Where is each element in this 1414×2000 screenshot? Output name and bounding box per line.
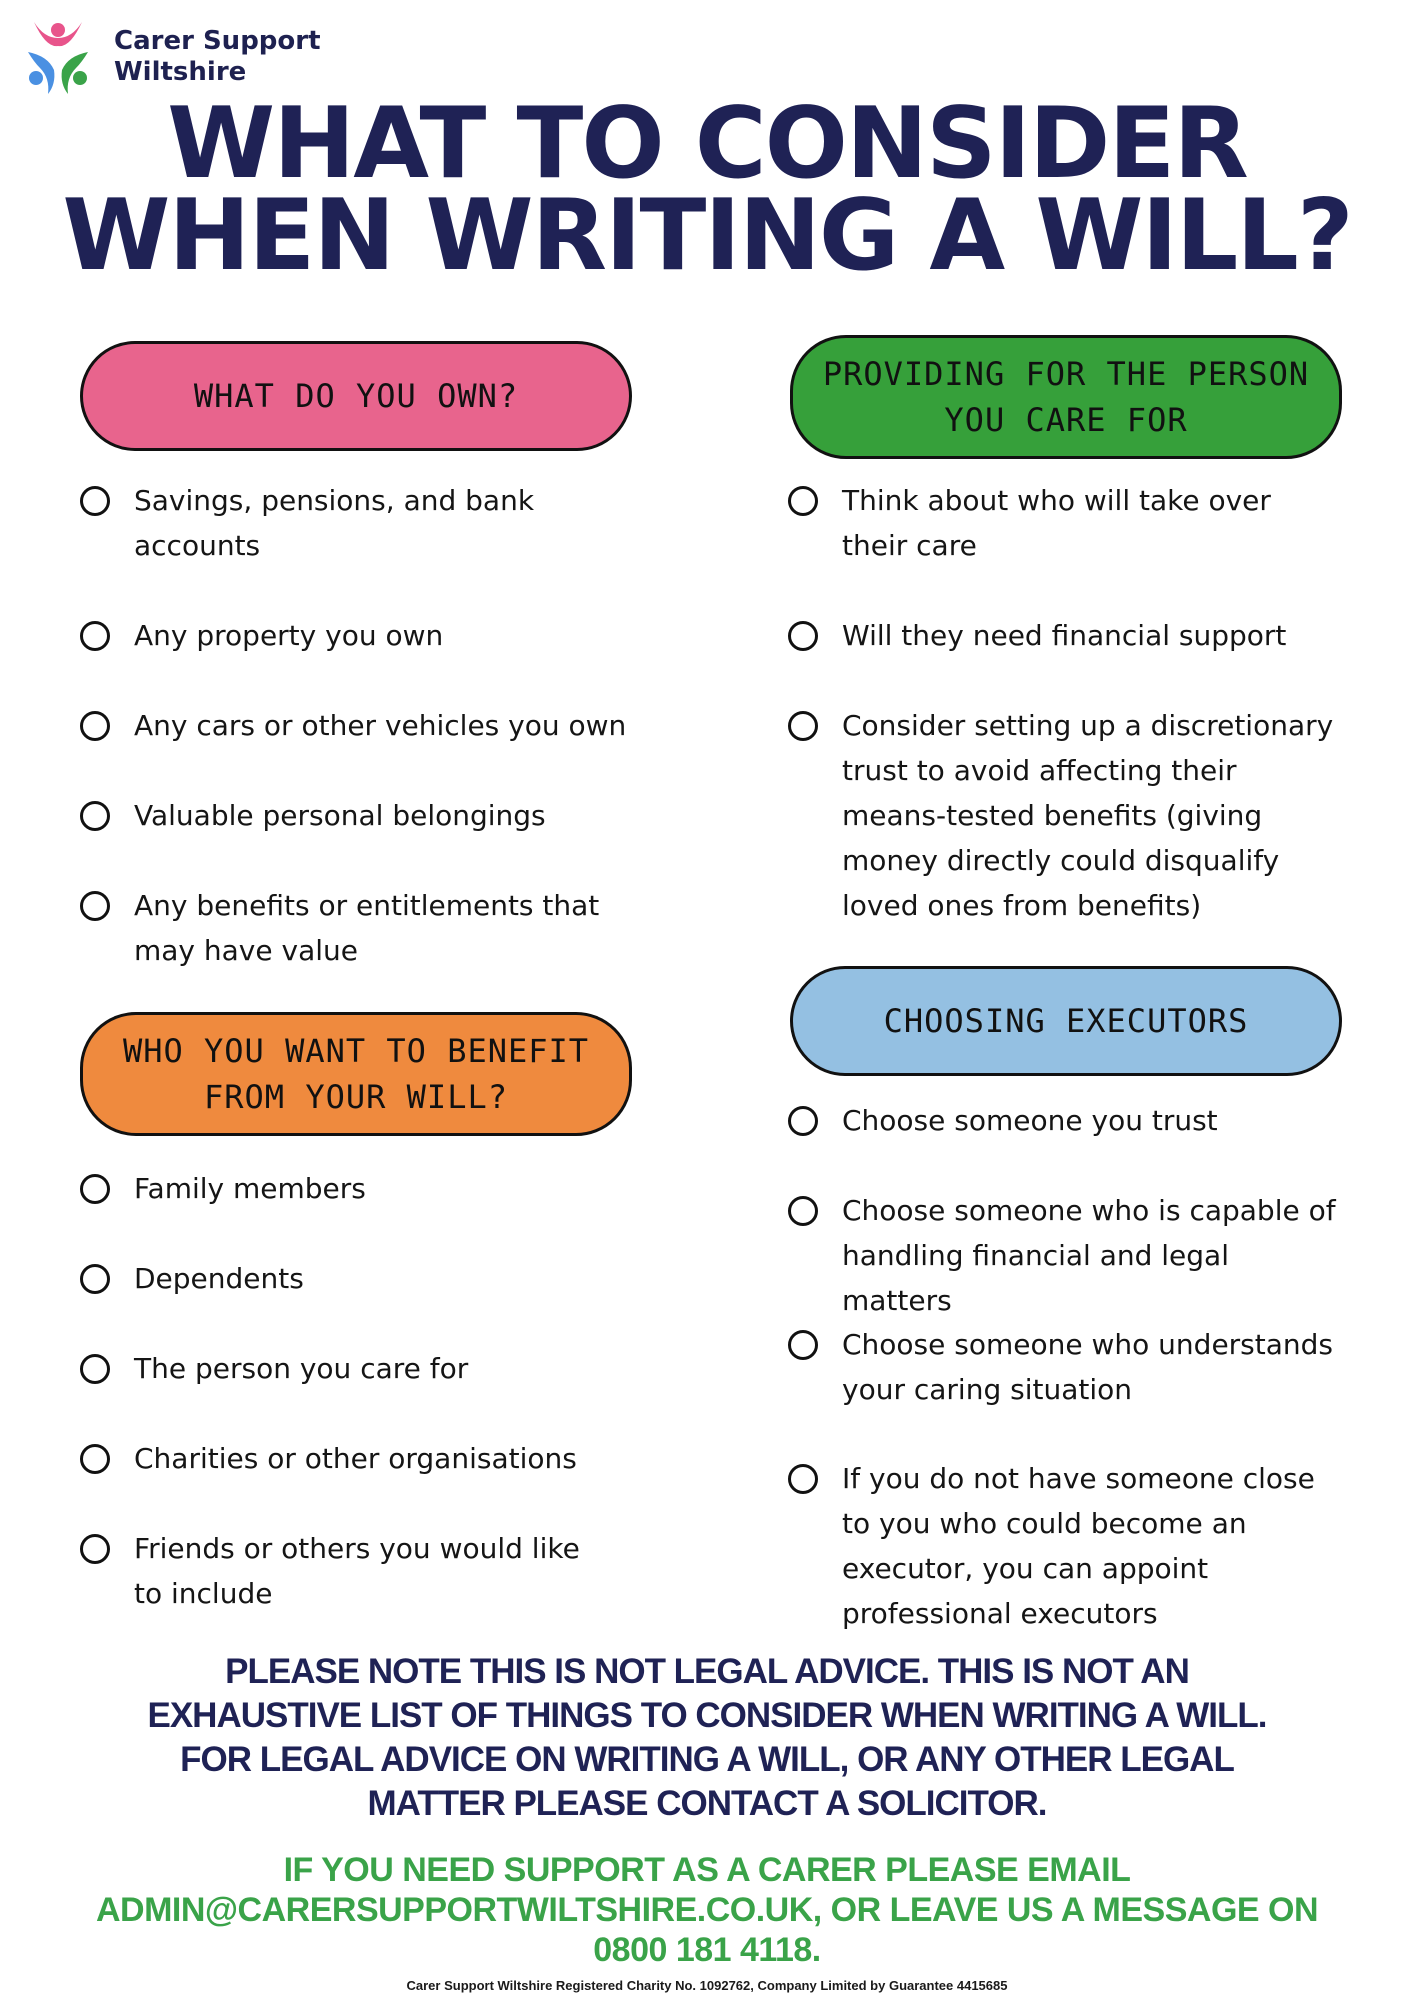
legal-disclaimer — [0, 1650, 1414, 1826]
checklist-item — [80, 793, 640, 838]
item-text: The person you care for — [134, 1352, 469, 1385]
checkbox-circle-icon — [788, 1330, 818, 1360]
item-text: Any benefits or entitlements that may have value — [134, 889, 600, 967]
heading-what-do-you-own — [80, 341, 632, 451]
logo-text — [114, 26, 321, 88]
checkbox-circle-icon — [80, 1534, 110, 1564]
checklist-item — [80, 883, 640, 973]
checkbox-circle-icon — [80, 801, 110, 831]
item-text: Choose someone you trust — [842, 1104, 1218, 1137]
checklist-item — [80, 478, 640, 568]
checkbox-circle-icon — [788, 486, 818, 516]
checklist-item — [788, 703, 1348, 928]
disclaimer-line-3: FOR LEGAL ADVICE ON WRITING A WILL, OR ANY OTHER LEGAL — [180, 1740, 1234, 1779]
item-text: Consider setting up a discretionary trust to avoid affecting their means-tested benefits (giving money directly could disqualify loved ones from benefits) — [842, 709, 1334, 922]
heading-benefit-line-2: FROM YOUR WILL? — [204, 1078, 508, 1116]
heading-choosing-executors — [790, 966, 1342, 1076]
heading-own-text: WHAT DO YOU OWN? — [193, 377, 519, 415]
checkbox-circle-icon — [788, 1464, 818, 1494]
checkbox-circle-icon — [80, 711, 110, 741]
checkbox-circle-icon — [788, 711, 818, 741]
item-text: Valuable personal belongings — [134, 799, 546, 832]
checkbox-circle-icon — [80, 891, 110, 921]
item-text: Any cars or other vehicles you own — [134, 709, 627, 742]
disclaimer-line-1: PLEASE NOTE THIS IS NOT LEGAL ADVICE. THIS IS NOT AN — [225, 1652, 1189, 1691]
checklist-item — [788, 613, 1348, 658]
item-text: If you do not have someone close to you who could become an executor, you can appoint professional executors — [842, 1462, 1315, 1630]
checkbox-circle-icon — [788, 1196, 818, 1226]
checklist-item — [80, 703, 640, 748]
support-line-1: IF YOU NEED SUPPORT AS A CARER PLEASE EMAIL — [283, 1851, 1131, 1889]
item-text: Think about who will take over their care — [842, 484, 1271, 562]
item-text: Will they need financial support — [842, 619, 1287, 652]
checkbox-circle-icon — [80, 621, 110, 651]
checkbox-circle-icon — [80, 1264, 110, 1294]
title-line-2: WHEN WRITING A WILL? — [62, 179, 1352, 293]
checklist-item — [788, 1322, 1348, 1412]
checklist-item — [80, 1436, 640, 1481]
title-line-1: WHAT TO CONSIDER — [167, 87, 1247, 201]
disclaimer-line-2: EXHAUSTIVE LIST OF THINGS TO CONSIDER WHEN WRITING A WILL. — [147, 1696, 1267, 1735]
heading-who-benefit — [80, 1012, 632, 1136]
support-line-3: 0800 181 4118. — [593, 1931, 821, 1969]
item-text: Any property you own — [134, 619, 444, 652]
checkbox-circle-icon — [80, 1354, 110, 1384]
logo-line-2: Wiltshire — [114, 57, 247, 87]
heading-providing-for-person — [790, 335, 1342, 459]
item-text: Charities or other organisations — [134, 1442, 577, 1475]
heading-benefit-text — [123, 1028, 589, 1120]
heading-providing-text — [823, 351, 1309, 443]
checklist-item — [80, 1526, 640, 1616]
checklist-item — [788, 1456, 1348, 1636]
checkbox-circle-icon — [80, 486, 110, 516]
checklist-item — [788, 1188, 1348, 1323]
checklist-item — [788, 478, 1348, 568]
checklist-item — [788, 1098, 1348, 1143]
checklist-item — [80, 1166, 640, 1211]
heading-benefit-line-1: WHO YOU WANT TO BENEFIT — [122, 1032, 590, 1070]
checkbox-circle-icon — [788, 1106, 818, 1136]
support-contact — [0, 1850, 1414, 1970]
logo-line-1: Carer Support — [114, 26, 321, 56]
checkbox-circle-icon — [788, 621, 818, 651]
item-text: Choose someone who is capable of handling financial and legal matters — [842, 1194, 1336, 1317]
checklist-item — [80, 1256, 640, 1301]
page-title — [0, 87, 1414, 293]
checkbox-circle-icon — [80, 1174, 110, 1204]
checklist-item — [80, 1346, 640, 1391]
checklist-item — [80, 613, 640, 658]
heading-executors-text: CHOOSING EXECUTORS — [883, 1002, 1249, 1040]
checkbox-circle-icon — [80, 1444, 110, 1474]
item-text: Friends or others you would like to include — [134, 1532, 580, 1610]
logo — [26, 18, 321, 96]
heading-providing-line-1: PROVIDING FOR THE PERSON — [822, 355, 1310, 393]
item-text: Savings, pensions, and bank accounts — [134, 484, 535, 562]
item-text: Dependents — [134, 1262, 304, 1295]
support-line-2: ADMIN@CARERSUPPORTWILTSHIRE.CO.UK, OR LEAVE US A MESSAGE ON — [95, 1891, 1319, 1929]
heading-providing-line-2: YOU CARE FOR — [944, 401, 1188, 439]
charity-footer: Carer Support Wiltshire Registered Charity No. 1092762, Company Limited by Guarantee 4415685 — [406, 1978, 1008, 1993]
item-text: Family members — [134, 1172, 366, 1205]
item-text: Choose someone who understands your caring situation — [842, 1328, 1334, 1406]
disclaimer-line-4: MATTER PLEASE CONTACT A SOLICITOR. — [367, 1784, 1047, 1823]
people-logo-icon — [26, 18, 90, 96]
